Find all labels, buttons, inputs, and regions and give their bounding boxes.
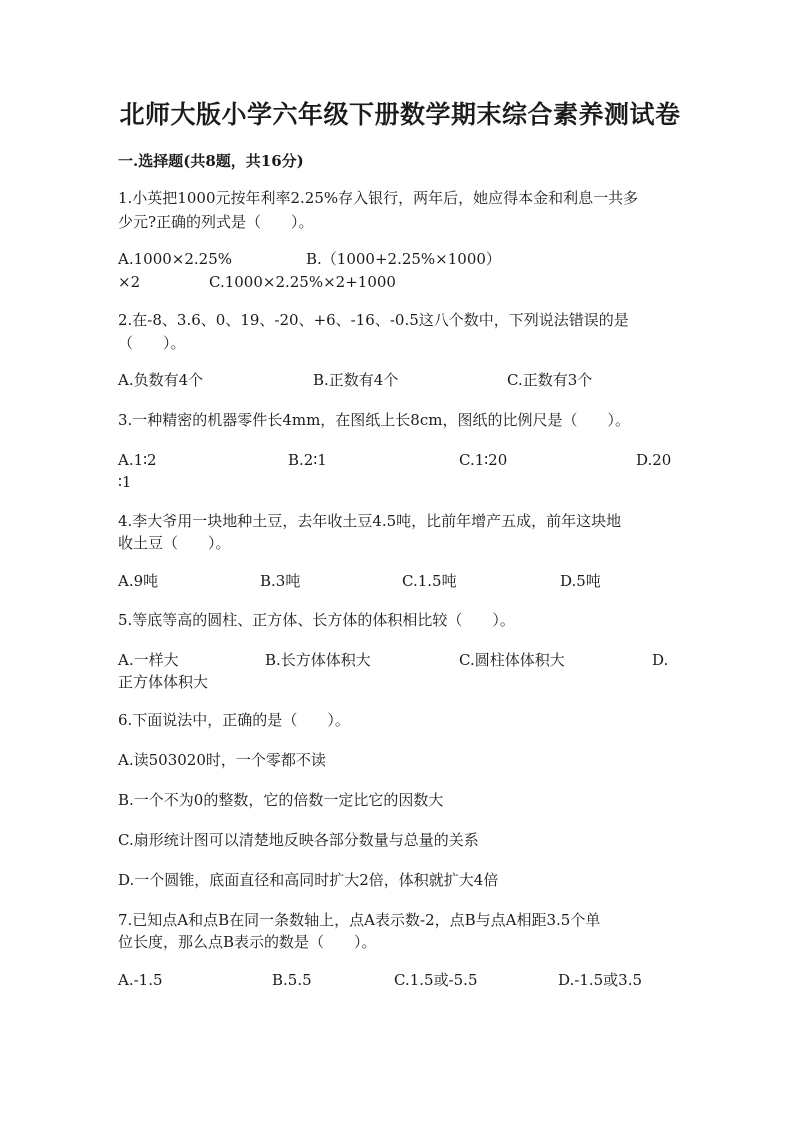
question-4-line-2: 收土豆（ ）。 [118,534,231,552]
question-4-line-1: 4.李大爷用一块地种土豆，去年收土豆4.5吨，比前年增产五成，前年这块地 [118,512,622,530]
question-7-option-d: D.-1.5或3.5 [558,971,643,989]
question-5-line-1: 5.等底等高的圆柱、正方体、长方体的体积相比较（ ）。 [118,611,515,629]
question-6-line-1: 6.下面说法中，正确的是（ ）。 [118,711,350,729]
question-6-option-d: D.一个圆锥，底面直径和高同时扩大2倍，体积就扩大4倍 [118,871,499,889]
question-3-option-d-cont: ∶1 [118,473,132,491]
question-7-line-1: 7.已知点A和点B在同一条数轴上，点A表示数-2，点B与点A相距3.5个单 [118,911,601,929]
question-4-option-c: C.1.5吨 [402,572,457,590]
question-7-option-c: C.1.5或-5.5 [394,971,478,989]
question-1-option-c: C.1000×2.25%×2+1000 [209,273,396,291]
section-heading: 一.选择题(共8题，共16分) [118,152,304,170]
question-2-option-a: A.负数有4个 [118,371,204,389]
question-5-option-b: B.长方体体积大 [265,651,371,669]
question-1-option-a: A.1000×2.25% [118,250,232,268]
question-1-line-1: 1.小英把1000元按年利率2.25%存入银行，两年后，她应得本金和利息一共多 [118,189,639,207]
question-7-option-b: B.5.5 [272,971,312,989]
page-title: 北师大版小学六年级下册数学期末综合素养测试卷 [119,100,681,129]
question-2-option-b: B.正数有4个 [313,371,399,389]
question-5-option-d: D. [652,651,669,669]
question-6-option-b: B.一个不为0的整数，它的倍数一定比它的因数大 [118,791,444,809]
question-1-option-b-cont: ×2 [118,273,141,291]
question-3-option-b: B.2∶1 [288,451,327,469]
question-5-option-c: C.圆柱体体积大 [459,651,565,669]
question-3-option-a: A.1∶2 [118,451,157,469]
question-6-option-a: A.读503020时，一个零都不读 [118,751,326,769]
question-5-option-a: A.一样大 [118,651,179,669]
question-1-line-2: 少元?正确的列式是（ ）。 [118,213,314,231]
question-2-line-1: 2.在-8、3.6、0、19、-20、+6、-16、-0.5这八个数中，下列说法错误的是 [118,311,629,329]
question-6-option-c: C.扇形统计图可以清楚地反映各部分数量与总量的关系 [118,831,479,849]
question-7-option-a: A.-1.5 [118,971,163,989]
question-2-option-c: C.正数有3个 [507,371,593,389]
question-1-option-b: B.（1000+2.25%×1000） [306,250,501,268]
question-3-option-d: D.20 [636,451,672,469]
question-2-line-2: （ ）。 [118,334,186,352]
question-3-option-c: C.1∶20 [459,451,508,469]
question-5-option-d-cont: 正方体体积大 [118,673,209,691]
question-4-option-b: B.3吨 [260,572,301,590]
question-3-line-1: 3.一种精密的机器零件长4mm，在图纸上长8cm，图纸的比例尺是（ ）。 [118,411,630,429]
question-4-option-a: A.9吨 [118,572,159,590]
question-7-line-2: 位长度，那么点B表示的数是（ ）。 [118,933,377,951]
question-4-option-d: D.5吨 [560,572,601,590]
